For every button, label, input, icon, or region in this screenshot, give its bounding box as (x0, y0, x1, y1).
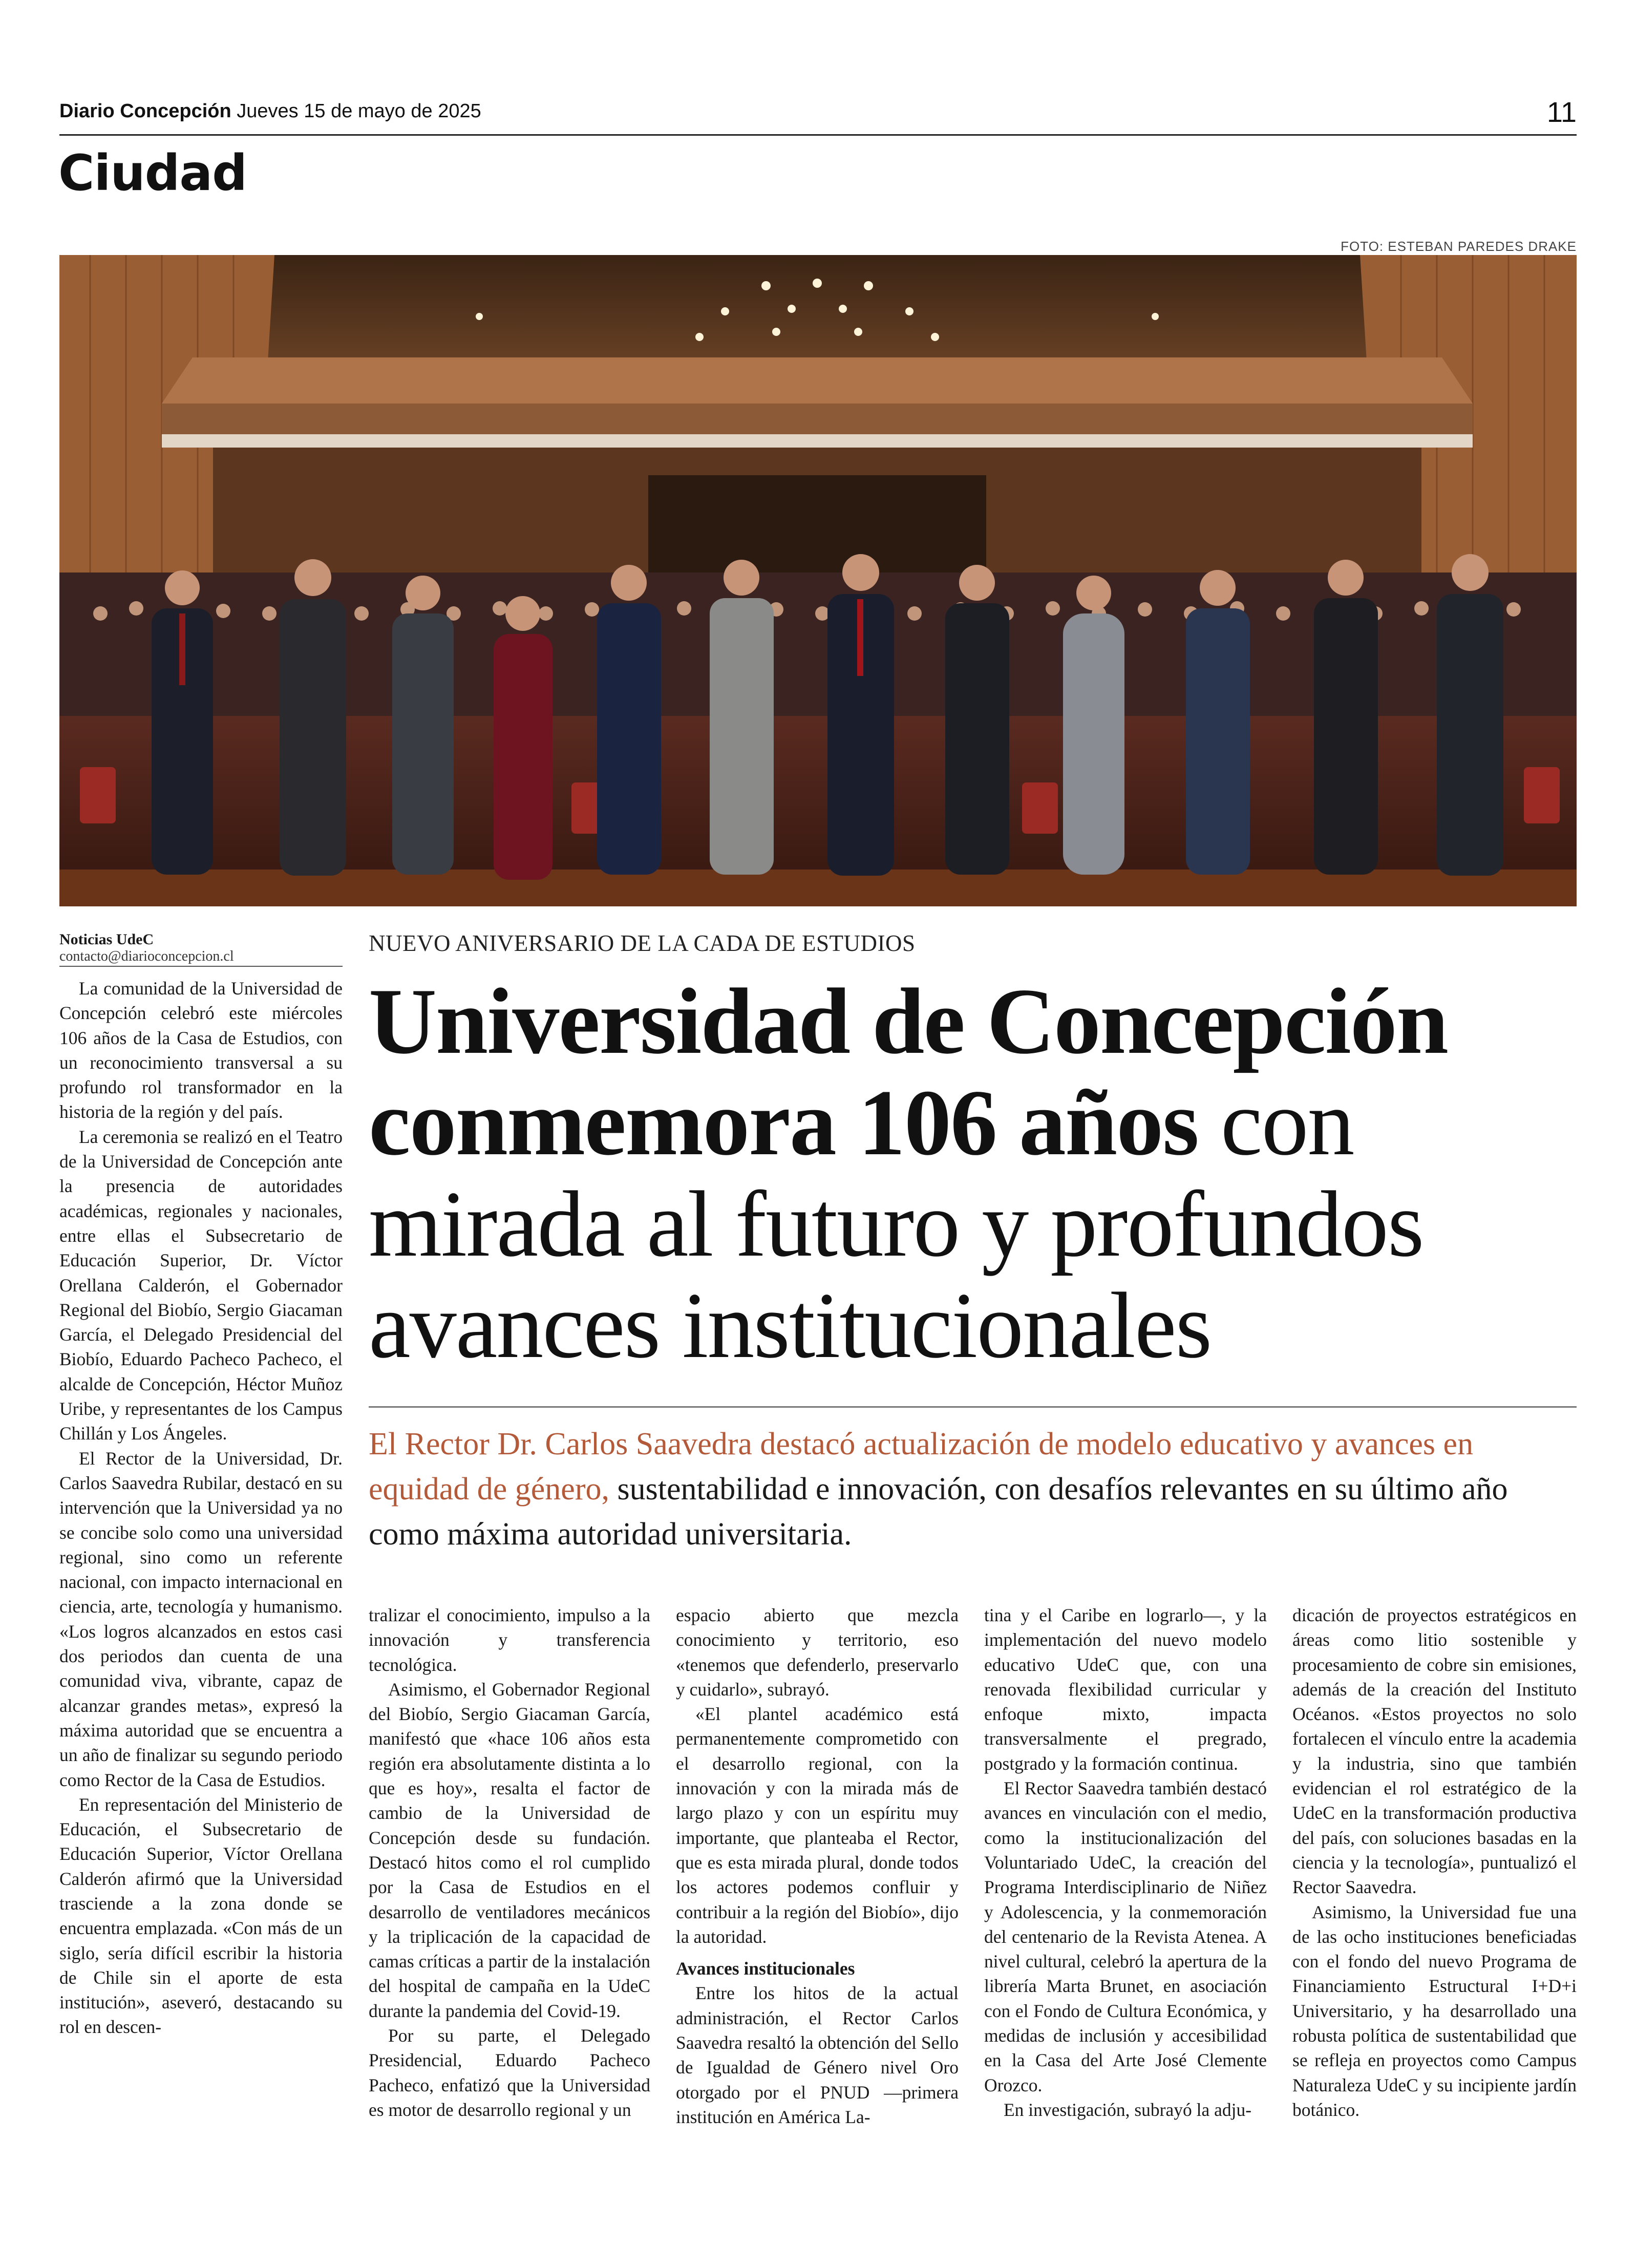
paragraph: dicación de proyectos estratégicos en áreas como litio sostenible y procesamiento de cobre sin emisiones, además de la creación del Instituto Océanos. «Estos proyectos no solo fortalecen el vínculo entre la academia y la industria, sino que también evidencian el rol estratégico de la UdeC en la transformación productiva del país, con soluciones basadas en la ciencia y la tecnología», puntualizó el Rector Saavedra. (1292, 1605, 1577, 1898)
paragraph: El Rector de la Universidad, Dr. Carlos Saavedra Rubilar, destacó en su intervención que la Universidad ya no se concibe solo como una universidad regional, sino como un referente nacional, con impacto internacional en ciencia, arte, tecnología y humanismo. «Los logros alcanzados en estos casi dos periodos dan cuenta de una comunidad viva, vibrante, capaz de alcanzar grandes metas», expresó la máxima autoridad que se encuentra a un año de finalizar su segundo periodo como Rector de la Casa de Estudios. (59, 1448, 343, 1790)
section-title: Ciudad (58, 144, 247, 202)
paragraph: Asimismo, la Universidad fue una de las ocho instituciones beneficiadas con el fondo del nuevo Programa de Financiamiento Estructural I+D+i Universitario, y ha desarrollado una robusta política de sustentabilidad que se refleja en proyectos como Campus Naturaleza UdeC y su incipiente jardín botánico. (1292, 1901, 1577, 2120)
photo-credit: FOTO: ESTEBAN PAREDES DRAKE (1341, 239, 1577, 254)
article-column-2 (369, 1603, 650, 2122)
headline-divider (369, 1406, 1577, 1408)
headline-bold-part: Universidad de Concepción conmemora 106 años (369, 969, 1448, 1175)
article-column-5 (1292, 1603, 1577, 2122)
article-kicker: NUEVO ANIVERSARIO DE LA CADA DE ESTUDIOS (369, 930, 916, 956)
paragraph: La comunidad de la Universidad de Concepción celebró este miércoles 106 años de la Casa de Estudios, con un reconocimiento transversal a su profundo rol transformador en la historia de la región y del país. (59, 978, 343, 1122)
paragraph: La ceremonia se realizó en el Teatro de la Universidad de Concepción ante la presencia de autoridades académicas, regionales y nacionales, entre ellas el Subsecretario de Educación Superior, Dr. Víctor Orellana Calderón, el Gobernador Regional del Biobío, Sergio Giacaman García, el Delegado Presidencial del Biobío, Eduardo Pacheco Pacheco, el alcalde de Concepción, Héctor Muñoz Uribe, y representantes de los Campus Chillán y Los Ángeles. (59, 1126, 343, 1444)
article-column-4 (984, 1603, 1267, 2122)
paragraph: tralizar el conocimiento, impulso a la innovación y transferencia tecnológica. (369, 1605, 650, 1675)
paragraph: En representación del Ministerio de Educación, el Subsecretario de Educación Superior, Víctor Orellana Calderón afirmó que la Universidad trasciende a la zona donde se encuentra emplazada. «Con más de un siglo, sería difícil escribir la historia de Chile sin el aporte de esta institución», aseveró, destacando su rol en descen- (59, 1794, 343, 2038)
page-number: 11 (1546, 96, 1577, 128)
masthead (59, 100, 481, 122)
byline-divider (59, 966, 343, 967)
event-photo (59, 255, 1577, 906)
paragraph: El Rector Saavedra también destacó avances en vinculación con el medio, como la institucionalización del Voluntariado UdeC, la creación del Programa Interdisciplinario de Niñez y Adolescencia, y la conmemoración del centenario de la Revista Atenea. A nivel cultural, celebró la apertura de la librería Marta Brunet, en asociación con el Fondo de Cultura Económica, y medidas de inclusión y accesibilidad en la Casa del Arte José Clemente Orozco. (984, 1778, 1267, 2095)
header-divider (59, 134, 1577, 136)
article-headline (369, 970, 1577, 1376)
paragraph: «El plantel académico está permanentemente comprometido con el desarrollo regional, con la innovación y con la mirada más de largo plazo y con un espíritu muy importante, que planteaba el Rector, que es esta mirada plural, donde todos los actores podemos confluir y contribuir a la región del Biobío», dijo la autoridad. (676, 1704, 959, 1947)
article-column-1 (59, 976, 343, 2040)
paragraph: En investigación, subrayó la adju- (1004, 2099, 1252, 2120)
paragraph: Asimismo, el Gobernador Regional del Biobío, Sergio Giacaman García, manifestó que «hace 106 años esta región era absolutamente distinta a lo que es hoy», resalta el factor de cambio de la Universidad de Concepción desde su fundación. Destacó hitos como el rol cumplido por la Casa de Estudios en el desarrollo de ventiladores mecánicos y la triplicación de la capacidad de camas críticas a partir de la instalación del hospital de campaña en la UdeC durante la pandemia del Covid-19. (369, 1679, 650, 2021)
byline-email: contacto@diarioconcepcion.cl (59, 948, 234, 964)
article-subhead (369, 1422, 1577, 1557)
subsection-heading: Avances institucionales (676, 1958, 855, 1979)
subhead-accent: El Rector Dr. Carlos Saavedra destacó actualización de modelo educativo y avances en equidad de género, (369, 1427, 1474, 1507)
publication-date: Jueves 15 de mayo de 2025 (237, 100, 481, 122)
byline-author: Noticias UdeC (59, 931, 154, 948)
subhead-regular: sustentabilidad e innovación, con desafíos relevantes en su último año como máxima autoridad universitaria. (369, 1472, 1508, 1552)
headline-regular-part: con mirada al futuro y profundos avances institucionales (369, 1070, 1423, 1377)
paragraph: Entre los hitos de la actual administración, el Rector Carlos Saavedra resaltó la obtención del Sello de Igualdad de Género nivel Oro otorgado por el PNUD —primera institución en América La- (676, 1983, 959, 2127)
paragraph: espacio abierto que mezcla conocimiento y territorio, eso «tenemos que defenderlo, preservarlo y cuidarlo», subrayó. (676, 1605, 959, 1700)
newspaper-name: Diario Concepción (59, 100, 231, 122)
paragraph: tina y el Caribe en lograrlo—, y la implementación del nuevo modelo educativo UdeC que, con una renovada flexibilidad curricular y enfoque mixto, impacta transversalmente el pregrado, postgrado y la formación continua. (984, 1605, 1267, 1774)
article-column-3 (676, 1603, 959, 2129)
paragraph: Por su parte, el Delegado Presidencial, Eduardo Pacheco Pacheco, enfatizó que la Universidad es motor de desarrollo regional y un (369, 2025, 650, 2120)
